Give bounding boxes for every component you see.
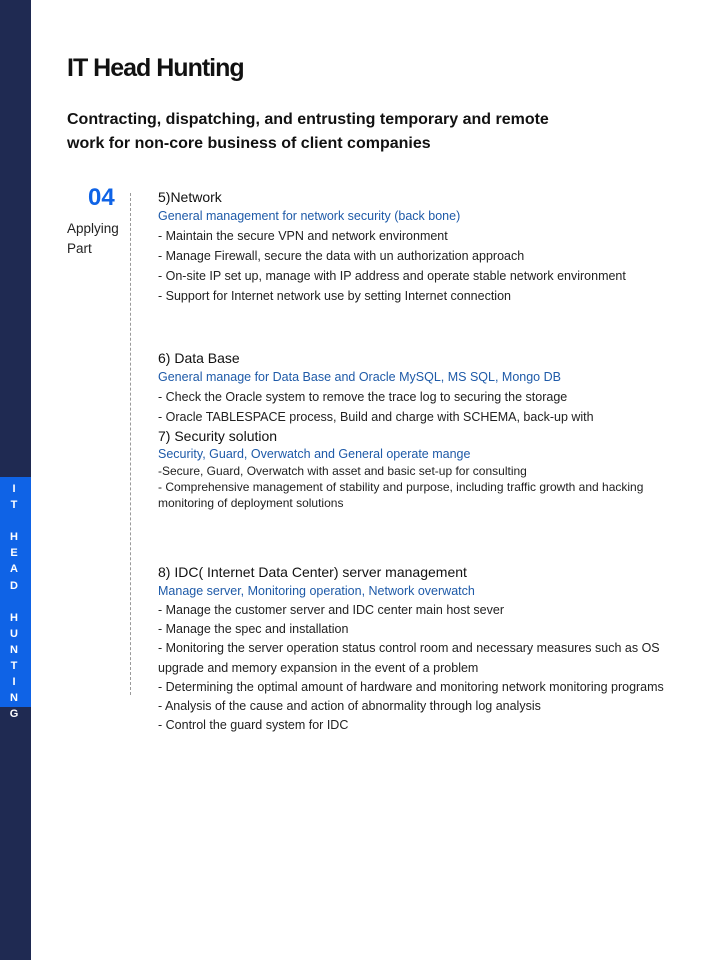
side-tab-letter: H: [10, 531, 18, 544]
section-idc-server: [158, 563, 698, 735]
list-item: - Control the guard system for IDC: [158, 718, 349, 733]
section-title: 8) IDC( Internet Data Center) server management: [158, 564, 467, 580]
list-item: - Comprehensive management of stability and purpose, including traffic growth and hacking monitoring of deployment solutions: [158, 480, 644, 510]
section-subtitle: General manage for Data Base and Oracle MySQL, MS SQL, Mongo DB: [158, 370, 561, 384]
side-tab-letter: U: [10, 627, 18, 640]
list-item: - Monitoring the server operation status control room and necessary measures such as OS upgrade and memory expansion in the event of a problem: [158, 641, 660, 675]
page-title: IT Head Hunting: [67, 54, 244, 82]
list-item: - Oracle TABLESPACE process, Build and charge with SCHEMA, back-up with: [158, 410, 594, 424]
section-subtitle: General management for network security (back bone): [158, 209, 461, 223]
section-title: 6) Data Base: [158, 350, 240, 366]
side-tab-letter: N: [10, 692, 18, 705]
side-tab-letter: E: [10, 547, 18, 560]
section-subtitle: Manage server, Monitoring operation, Network overwatch: [158, 584, 475, 598]
list-item: - Manage the spec and installation: [158, 622, 349, 637]
page-subtitle: Contracting, dispatching, and entrusting temporary and remote work for non-core business of client companies: [67, 111, 549, 152]
side-tab-letter: H: [10, 611, 18, 624]
side-tab-letter: I: [12, 483, 16, 495]
list-item: - On-site IP set up, manage with IP address and operate stable network environment: [158, 269, 626, 283]
part-number: 04: [88, 184, 115, 211]
side-tab-letter: N: [10, 643, 18, 656]
list-item: - Maintain the secure VPN and network environment: [158, 229, 448, 243]
side-tab-letter: G: [9, 708, 19, 721]
part-label: Applying Part: [67, 221, 119, 256]
side-tab-letter: T: [10, 499, 18, 512]
divider-line: [130, 193, 131, 695]
side-tab-letters: [0, 481, 28, 722]
section-database: [158, 349, 698, 427]
section-subtitle: Security, Guard, Overwatch and General operate mange: [158, 447, 471, 461]
section-title: 5)Network: [158, 189, 222, 205]
section-title: 7) Security solution: [158, 428, 278, 444]
section-network: [158, 188, 698, 306]
side-tab: [0, 477, 31, 721]
side-tab-letter: A: [10, 563, 18, 576]
side-tab-letter: [0, 513, 28, 529]
list-item: - Manage Firewall, secure the data with un authorization approach: [158, 249, 525, 263]
list-item: -Secure, Guard, Overwatch with asset and basic set-up for consulting: [158, 464, 527, 478]
list-item: - Support for Internet network use by setting Internet connection: [158, 289, 511, 303]
side-tab-letter: I: [12, 676, 16, 689]
side-tab-letter: D: [10, 579, 18, 592]
list-item: - Check the Oracle system to remove the trace log to securing the storage: [158, 390, 568, 404]
list-item: - Analysis of the cause and action of abnormality through log analysis: [158, 699, 541, 714]
side-tab-letter: T: [10, 660, 18, 673]
list-item: - Determining the optimal amount of hardware and monitoring network monitoring programs: [158, 679, 664, 694]
list-item: - Manage the customer server and IDC center main host sever: [158, 603, 504, 617]
section-security-solution: [158, 427, 658, 511]
side-tab-letter: [0, 594, 28, 610]
